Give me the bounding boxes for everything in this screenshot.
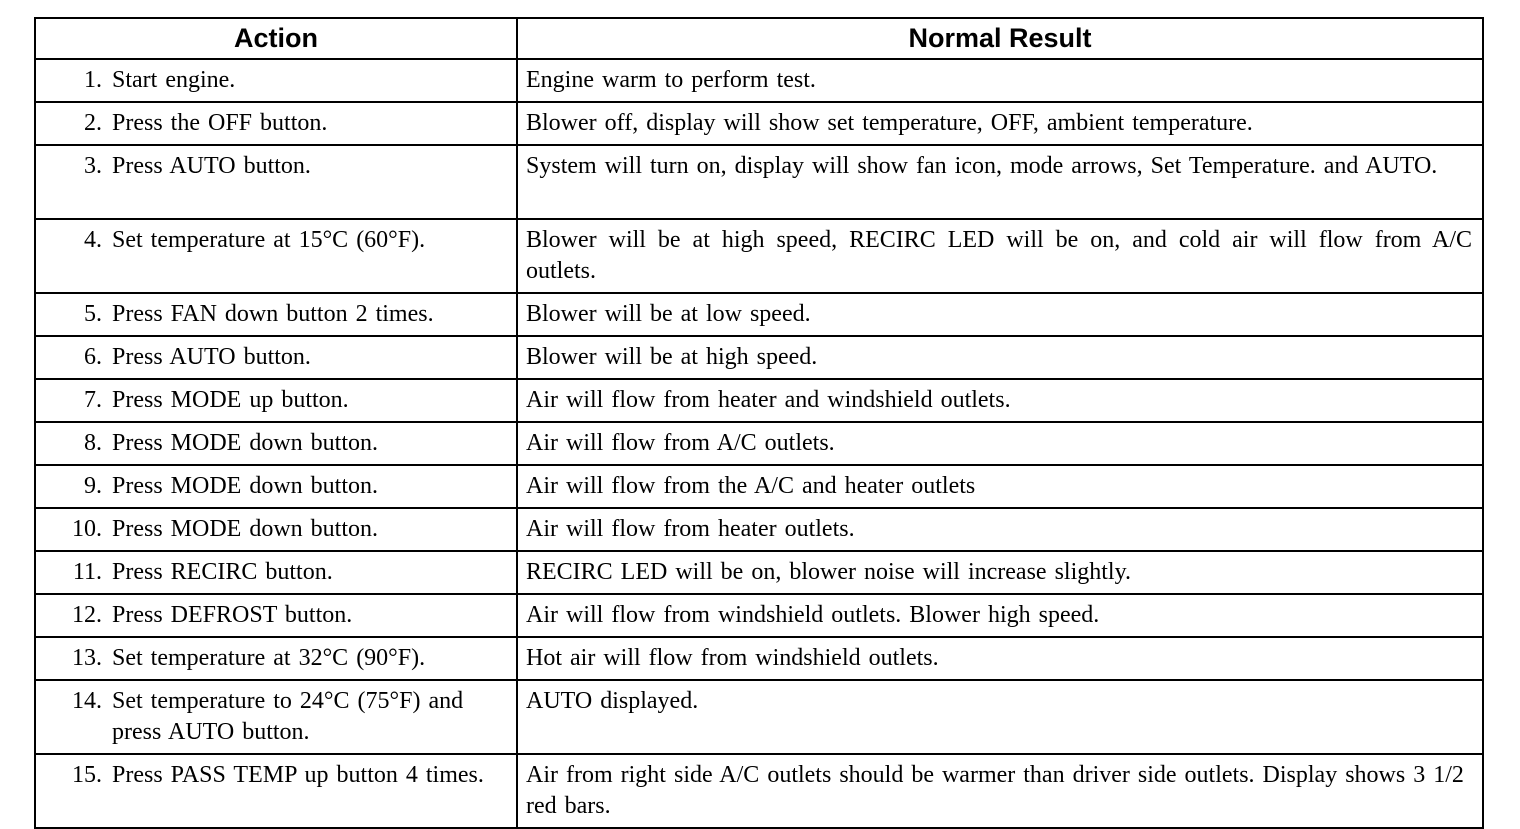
table-row	[35, 293, 1483, 336]
table-row	[35, 594, 1483, 637]
step-number: 1.	[84, 67, 102, 93]
action-text: Press the OFF button.	[112, 110, 328, 136]
action-column-header: Action	[35, 18, 517, 59]
step-number: 8.	[84, 430, 102, 456]
result-text: Hot air will flow from windshield outlets.	[526, 645, 939, 671]
action-cell	[35, 293, 517, 336]
table-row	[35, 145, 1483, 219]
step-number: 14.	[72, 688, 102, 714]
result-cell	[517, 219, 1483, 293]
table-row	[35, 465, 1483, 508]
result-cell	[517, 551, 1483, 594]
table-row	[35, 336, 1483, 379]
header-row	[35, 18, 1483, 59]
action-cell	[35, 551, 517, 594]
table-row	[35, 219, 1483, 293]
result-text: System will turn on, display will show fan icon, mode arrows, Set Temperature. and AUTO.	[526, 153, 1438, 179]
result-text: RECIRC LED will be on, blower noise will increase slightly.	[526, 559, 1132, 585]
step-number: 5.	[84, 301, 102, 327]
result-cell	[517, 422, 1483, 465]
action-cell	[35, 102, 517, 145]
table-row	[35, 551, 1483, 594]
action-cell	[35, 219, 517, 293]
result-cell	[517, 293, 1483, 336]
result-cell	[517, 508, 1483, 551]
action-text: Press MODE down button.	[112, 473, 379, 499]
result-text: AUTO displayed.	[526, 688, 699, 714]
action-text: Start engine.	[112, 67, 236, 93]
result-cell	[517, 59, 1483, 102]
action-cell	[35, 422, 517, 465]
result-cell	[517, 754, 1483, 828]
table-row	[35, 102, 1483, 145]
action-text: Press DEFROST button.	[112, 602, 353, 628]
action-cell	[35, 336, 517, 379]
result-text: Engine warm to perform test.	[526, 67, 816, 93]
action-text: Press RECIRC button.	[112, 559, 333, 585]
action-cell	[35, 594, 517, 637]
result-text: Air will flow from the A/C and heater outlets	[526, 473, 976, 499]
table-row	[35, 680, 1483, 754]
table-row	[35, 754, 1483, 828]
result-cell	[517, 379, 1483, 422]
step-number: 13.	[72, 645, 102, 671]
step-number: 3.	[84, 153, 102, 179]
result-cell	[517, 336, 1483, 379]
action-cell	[35, 754, 517, 828]
table-row	[35, 508, 1483, 551]
action-cell	[35, 145, 517, 219]
result-text: Blower will be at high speed.	[526, 344, 818, 370]
result-cell	[517, 102, 1483, 145]
action-cell	[35, 59, 517, 102]
result-text: Air from right side A/C outlets should be warmer than driver side outlets. Display shows 3 1/2 red bars.	[526, 762, 1464, 819]
action-text: Press MODE up button.	[112, 387, 349, 413]
result-text: Blower off, display will show set temperature, OFF, ambient temperature.	[526, 110, 1253, 136]
step-number: 11.	[72, 559, 102, 585]
result-text: Air will flow from A/C outlets.	[526, 430, 835, 456]
step-number: 9.	[84, 473, 102, 499]
step-number: 12.	[72, 602, 102, 628]
action-text: Press FAN down button 2 times.	[112, 301, 434, 327]
result-text: Air will flow from heater and windshield outlets.	[526, 387, 1011, 413]
action-text: Press PASS TEMP up button 4 times.	[112, 762, 484, 788]
action-text: Press AUTO button.	[112, 153, 311, 179]
result-column-header: Normal Result	[517, 18, 1483, 59]
step-number: 15.	[72, 762, 102, 788]
action-cell	[35, 637, 517, 680]
step-number: 4.	[84, 227, 102, 253]
result-text: Air will flow from heater outlets.	[526, 516, 855, 542]
step-number: 2.	[84, 110, 102, 136]
step-number: 7.	[84, 387, 102, 413]
action-cell	[35, 680, 517, 754]
result-cell	[517, 465, 1483, 508]
table-row	[35, 637, 1483, 680]
result-cell	[517, 145, 1483, 219]
result-cell	[517, 637, 1483, 680]
result-text: Air will flow from windshield outlets. Blower high speed.	[526, 602, 1100, 628]
table-row	[35, 379, 1483, 422]
procedure-table	[34, 17, 1484, 829]
table-row	[35, 59, 1483, 102]
action-cell	[35, 465, 517, 508]
result-cell	[517, 594, 1483, 637]
result-cell	[517, 680, 1483, 754]
action-text: Set temperature at 15°C (60°F).	[112, 227, 426, 253]
result-text: Blower will be at high speed, RECIRC LED will be on, and cold air will flow from A/C outlets.	[526, 227, 1472, 284]
action-text: Press AUTO button.	[112, 344, 311, 370]
action-text: Set temperature to 24°C (75°F) and press AUTO button.	[112, 688, 464, 745]
step-number: 10.	[72, 516, 102, 542]
result-text: Blower will be at low speed.	[526, 301, 811, 327]
action-cell	[35, 508, 517, 551]
action-text: Press MODE down button.	[112, 516, 379, 542]
action-cell	[35, 379, 517, 422]
table-row	[35, 422, 1483, 465]
action-text: Press MODE down button.	[112, 430, 379, 456]
step-number: 6.	[84, 344, 102, 370]
action-text: Set temperature at 32°C (90°F).	[112, 645, 426, 671]
